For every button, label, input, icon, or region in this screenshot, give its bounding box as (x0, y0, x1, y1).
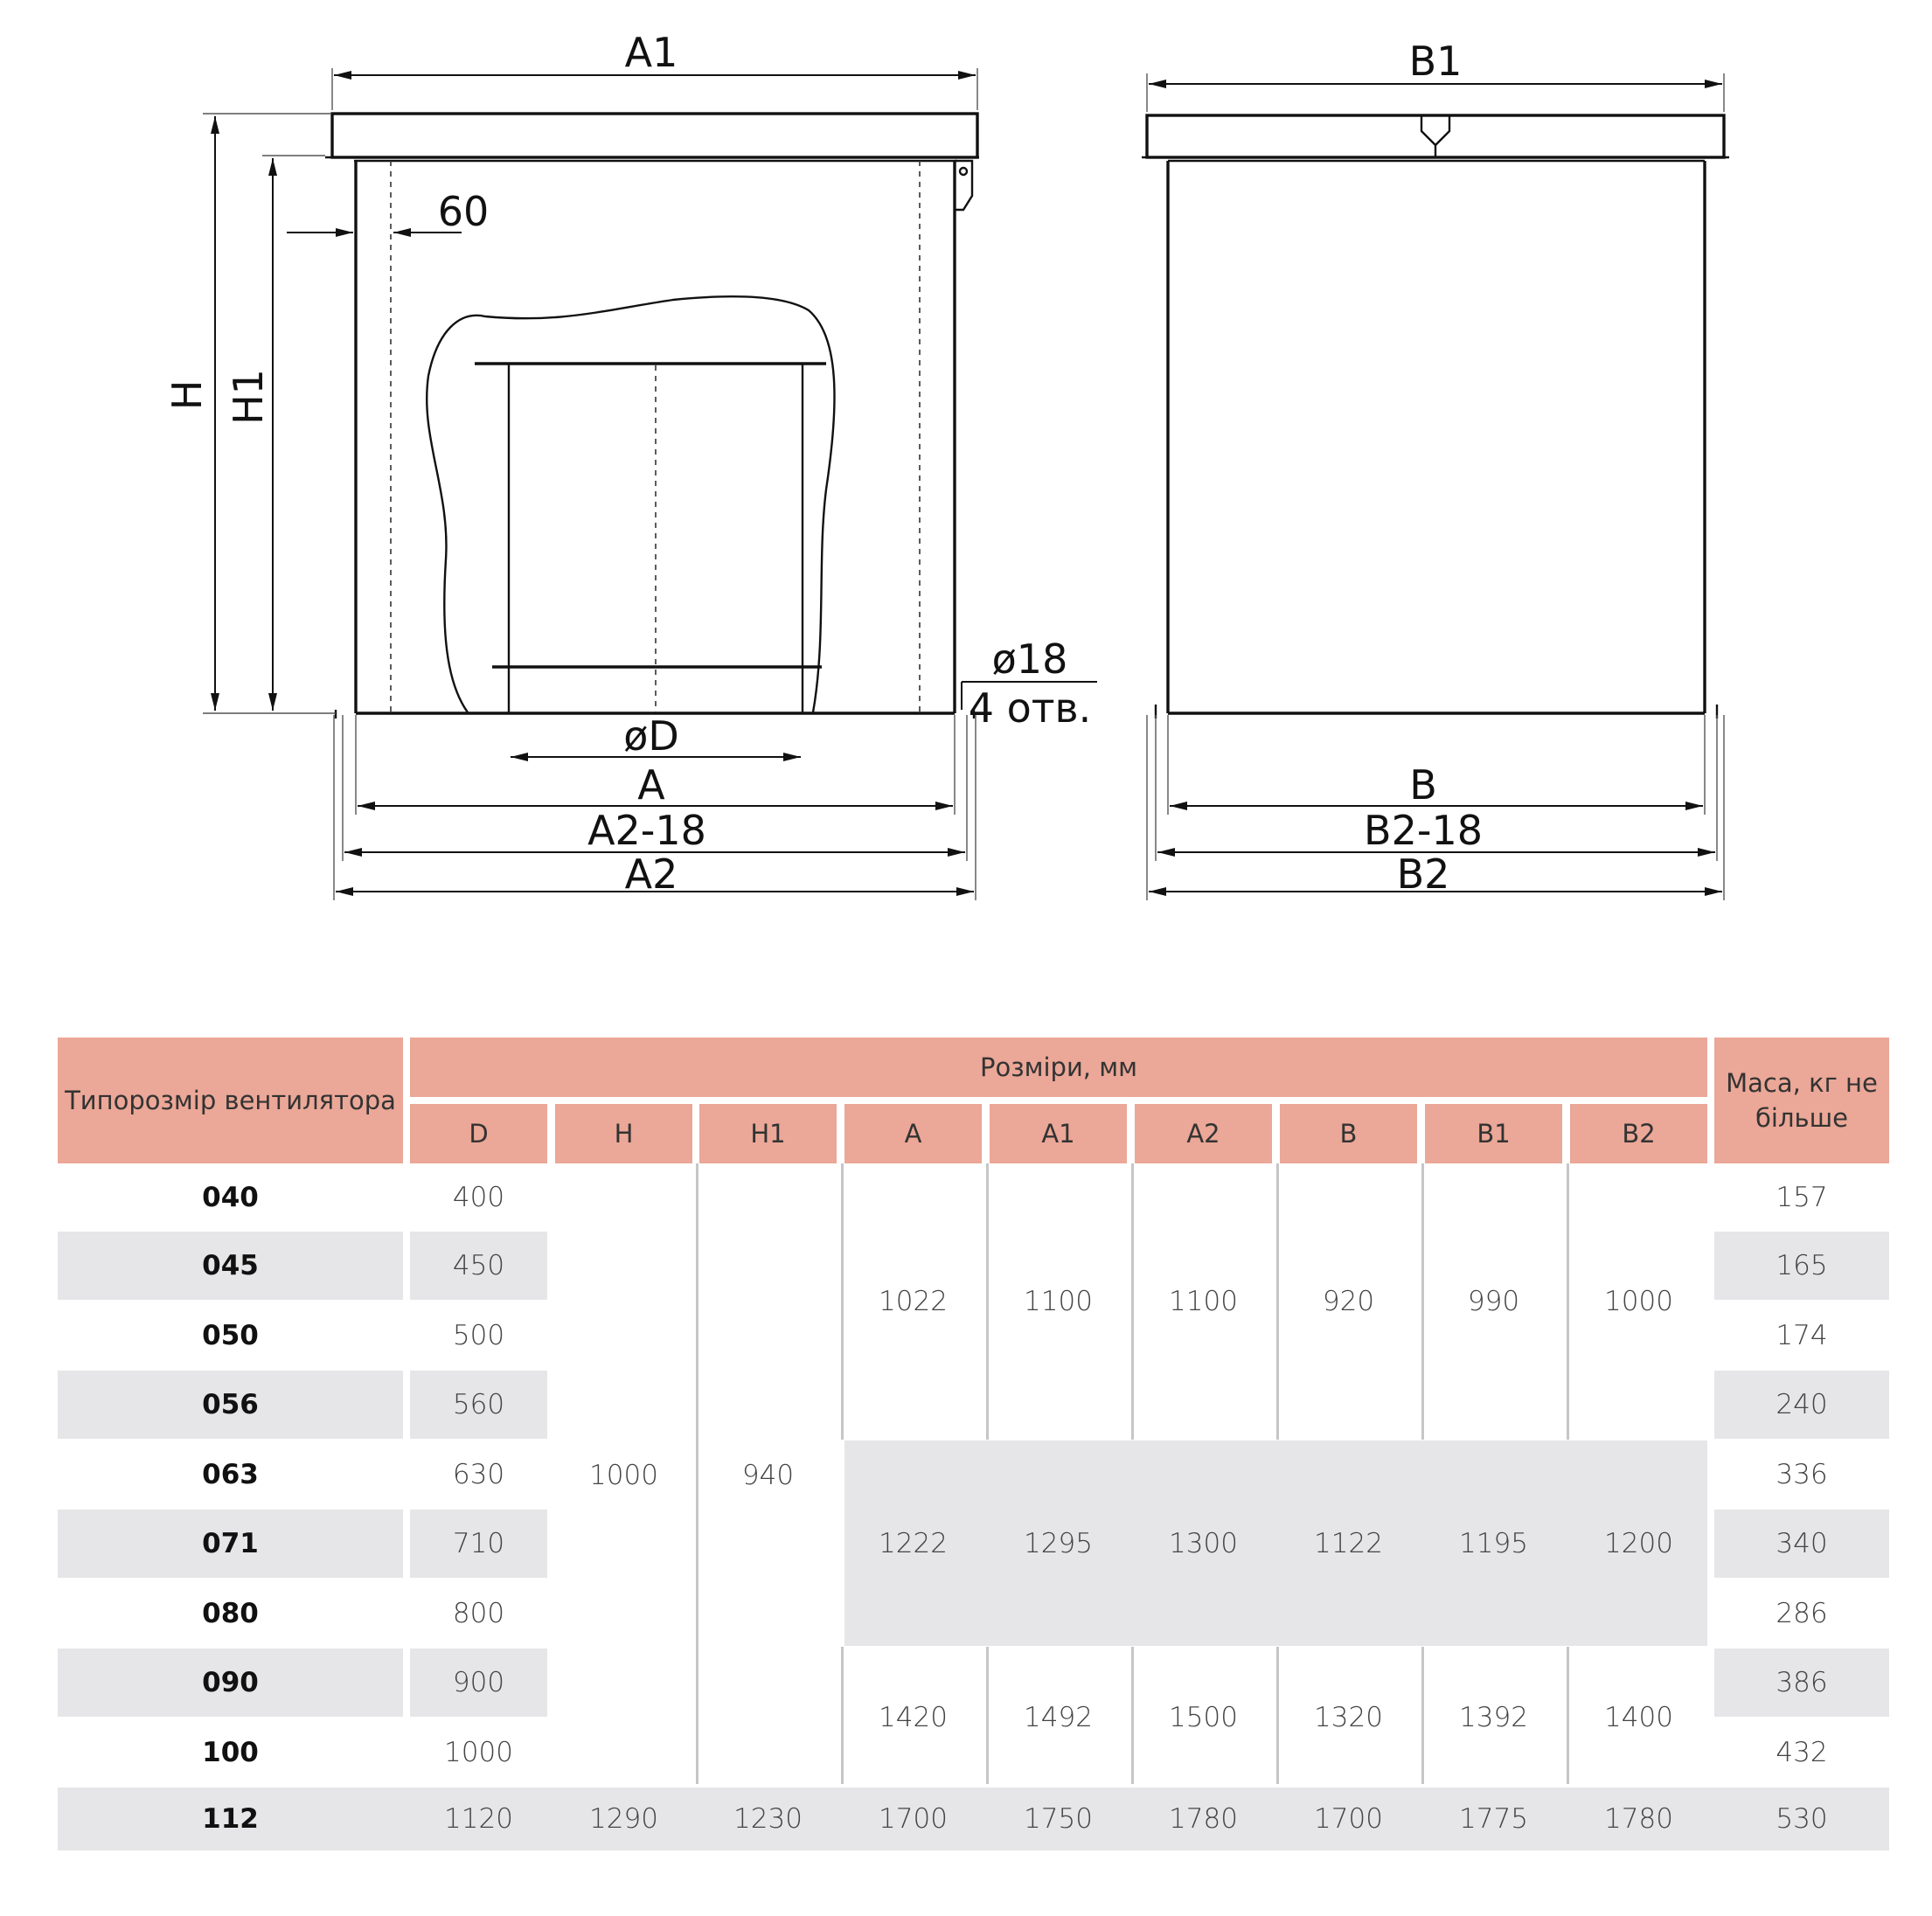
header-col-b: B (1280, 1104, 1417, 1163)
a1-group1-cell: 1100 (1024, 1286, 1093, 1317)
model-cell: 071 (202, 1528, 259, 1559)
a2-group3-cell: 1500 (1169, 1701, 1238, 1733)
label-h: H (163, 379, 211, 411)
a2-last-cell: 1780 (1169, 1803, 1238, 1835)
d-cell: 630 (452, 1459, 505, 1490)
d-cell: 710 (452, 1528, 505, 1559)
mass-cell: 165 (1776, 1250, 1828, 1281)
a2-group1-cell: 1100 (1169, 1286, 1238, 1317)
mass-cell: 174 (1776, 1320, 1828, 1351)
label-a1: A1 (624, 29, 678, 76)
label-b: B (1409, 761, 1437, 809)
header-mass: Маса, кг не більше (1714, 1038, 1889, 1163)
a-group2-cell: 1222 (879, 1527, 948, 1559)
model-cell: 045 (202, 1250, 259, 1281)
model-cell: 063 (202, 1459, 259, 1490)
header-model: Типорозмір вентилятора (58, 1038, 403, 1163)
header-col-a: A (844, 1104, 982, 1163)
label-b2-18: B2-18 (1364, 807, 1483, 854)
h-merged-cell: 1000 (589, 1460, 658, 1491)
mass-cell: 286 (1776, 1598, 1828, 1629)
label-a2-18: A2-18 (587, 807, 706, 854)
label-a2: A2 (624, 850, 678, 898)
mass-cell: 336 (1776, 1459, 1828, 1490)
h1-last-cell: 1230 (733, 1803, 803, 1835)
b1-group2-cell: 1195 (1459, 1527, 1528, 1559)
d-cell: 1120 (444, 1803, 513, 1835)
b-group1-cell: 920 (1322, 1286, 1375, 1317)
d-cell: 560 (452, 1389, 505, 1420)
d-cell: 1000 (444, 1737, 513, 1768)
d-cell: 400 (452, 1182, 505, 1213)
header-col-b1: B1 (1425, 1104, 1562, 1163)
h1-merged-cell: 940 (741, 1460, 795, 1491)
label-b1: B1 (1408, 38, 1463, 85)
d-cell: 450 (452, 1250, 505, 1281)
d-cell: 900 (452, 1667, 505, 1698)
model-cell: 090 (202, 1667, 259, 1698)
label-od: øD (623, 712, 679, 760)
model-cell: 080 (202, 1598, 259, 1629)
b1-group1-cell: 990 (1467, 1286, 1520, 1317)
model-cell: 112 (202, 1803, 259, 1835)
b1-group3-cell: 1392 (1459, 1701, 1528, 1733)
mass-cell: 386 (1776, 1667, 1828, 1698)
mass-cell: 157 (1776, 1182, 1828, 1213)
h-last-cell: 1290 (589, 1803, 658, 1835)
d-cell: 800 (452, 1598, 505, 1629)
model-cell: 056 (202, 1389, 259, 1420)
model-cell: 100 (202, 1737, 259, 1768)
b2-group1-cell: 1000 (1604, 1286, 1673, 1317)
side-lifting-lug (1421, 115, 1449, 145)
b2-group3-cell: 1400 (1604, 1701, 1673, 1733)
a1-last-cell: 1750 (1024, 1803, 1093, 1835)
front-top-flange (332, 114, 977, 157)
b2-last-cell: 1780 (1604, 1803, 1673, 1835)
front-cutaway (427, 296, 834, 712)
b2-group2-cell: 1200 (1604, 1527, 1673, 1559)
mass-cell: 432 (1776, 1737, 1828, 1768)
label-hole-diameter: ø18 (991, 635, 1068, 683)
mass-cell: 340 (1776, 1528, 1828, 1559)
a1-group3-cell: 1492 (1024, 1701, 1093, 1733)
side-view (1142, 38, 1729, 900)
b-group3-cell: 1320 (1314, 1701, 1383, 1733)
header-col-a1: A1 (990, 1104, 1127, 1163)
label-b2: B2 (1396, 850, 1450, 898)
label-h1: H1 (225, 369, 272, 425)
a-group3-cell: 1420 (879, 1701, 948, 1733)
label-60: 60 (437, 188, 490, 235)
a2-group2-cell: 1300 (1169, 1527, 1238, 1559)
label-hole-count: 4 отв. (968, 684, 1092, 732)
header-dimensions: Розміри, мм (410, 1038, 1707, 1097)
header-col-h: H (555, 1104, 692, 1163)
mass-cell: 240 (1776, 1389, 1828, 1420)
a-group1-cell: 1022 (879, 1286, 948, 1317)
model-cell: 040 (202, 1182, 259, 1213)
header-col-b2: B2 (1570, 1104, 1707, 1163)
header-col-d: D (410, 1104, 547, 1163)
mass-cell: 530 (1776, 1803, 1828, 1835)
label-a: A (637, 761, 665, 809)
a1-group2-cell: 1295 (1024, 1527, 1093, 1559)
header-col-h1: H1 (699, 1104, 837, 1163)
front-view (163, 29, 1097, 900)
b-last-cell: 1700 (1314, 1803, 1383, 1835)
model-cell: 050 (202, 1320, 259, 1351)
d-cell: 500 (452, 1320, 505, 1351)
a-last-cell: 1700 (879, 1803, 948, 1835)
b-group2-cell: 1122 (1314, 1527, 1383, 1559)
b1-last-cell: 1775 (1459, 1803, 1528, 1835)
header-col-a2: A2 (1135, 1104, 1272, 1163)
